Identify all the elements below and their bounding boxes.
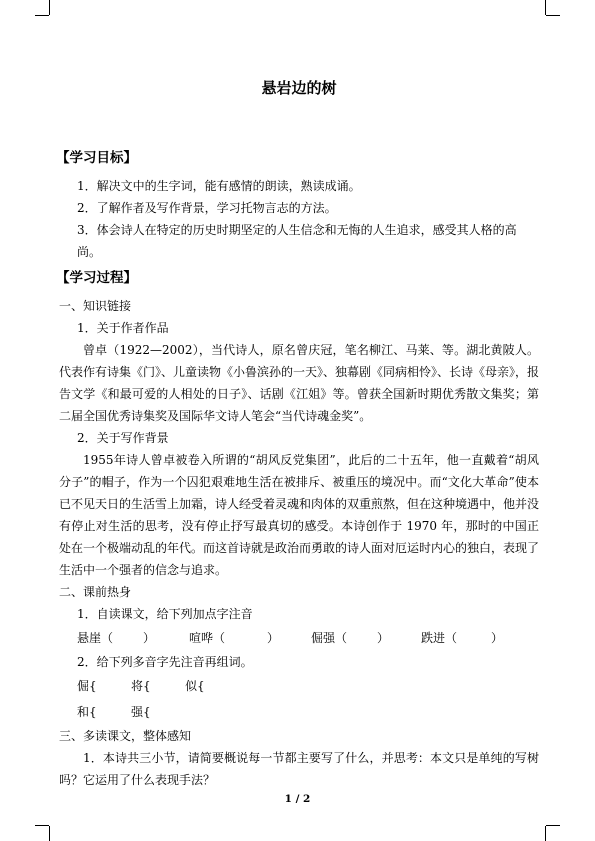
word-label: 悬崖（ bbox=[77, 631, 114, 645]
crop-mark-bottom-left-h bbox=[35, 825, 49, 826]
part1-sub2: 2．关于写作背景 bbox=[77, 431, 169, 445]
polyphone-item: 倔{ bbox=[77, 679, 97, 693]
crop-mark-top-right bbox=[545, 0, 546, 15]
word-label: 跌进（ bbox=[421, 631, 458, 645]
part3-question: 1．本诗共三小节，请简要概说每一节都主要写了什么，并思考：本文只是单纯的写树吗？它运用了什么表现手法？ bbox=[59, 751, 539, 787]
part2-sub1: 1．自读课文，给下列加点字注音 bbox=[77, 607, 253, 621]
polyphone-item: 似{ bbox=[185, 679, 205, 693]
polyphone-item: 强{ bbox=[131, 705, 151, 719]
polyphone-item: 将{ bbox=[131, 679, 151, 693]
word-close: ） bbox=[377, 631, 390, 645]
crop-mark-bottom-right-h bbox=[546, 825, 560, 826]
part2-heading: 二、课前热身 bbox=[59, 585, 132, 599]
word-label: 喧哗（ bbox=[189, 631, 226, 645]
word-close: ） bbox=[143, 631, 156, 645]
word-label: 倔强（ bbox=[311, 631, 348, 645]
goal-item: 1．解决文中的生字词，能有感情的朗读，熟读成诵。 bbox=[77, 179, 361, 193]
part1-sub1: 1．关于作者作品 bbox=[77, 321, 169, 335]
word-close: ） bbox=[491, 631, 504, 645]
background-paragraph: 1955年诗人曾卓被卷入所谓的“胡风反党集团”，此后的二十五年，他一直戴着“胡风分子”的帽子，作为一个囚犯艰难地生活在被排斥、被重压的境况中。而“文化大革命”使本已不见天日的生活雪上加霜，诗人经受着灵魂和肉体的双重煎熬，但在这种境遇中，他并没有停止对生活的思考，没有停止抒写最真切的感受。本诗创作于 1970 年，那时的中国正处在一个极端动乱的年代。而这首诗就是政治而勇敢的诗人面对厄运时内心的独白，表现了生活中一个强者的信念与追求。 bbox=[59, 453, 540, 577]
part2-sub2: 2．给下列多音字先注音再组词。 bbox=[77, 655, 253, 669]
word-close: ） bbox=[267, 631, 280, 645]
polyphone-item: 和{ bbox=[77, 705, 97, 719]
part1-heading: 一、知识链接 bbox=[59, 299, 132, 313]
polyphone-row bbox=[59, 673, 539, 699]
crop-mark-top-left bbox=[49, 0, 50, 15]
pinyin-row bbox=[59, 625, 539, 651]
document-page bbox=[56, 70, 540, 791]
page-number: 1 / 2 bbox=[284, 793, 311, 805]
crop-mark-top-left-h bbox=[35, 15, 49, 16]
author-paragraph: 曾卓（1922—2002），当代诗人，原名曾庆冠，笔名柳江、马莱、等。湖北黄陂人。代表作有诗集《门》、儿童读物《小鲁滨孙的一天》、独幕剧《同病相怜》、长诗《母亲》，报告文学《和最可爱的人相处的日子》、话剧《江姐》等。曾获全国新时期优秀散文集奖；第二届全国优秀诗集奖及国际华文诗人笔会“当代诗魂金奖”。 bbox=[59, 343, 540, 423]
crop-mark-bottom-right bbox=[545, 826, 546, 841]
page-title: 悬岩边的树 bbox=[261, 79, 337, 97]
polyphone-row bbox=[59, 699, 539, 725]
part3-heading: 三、多读课文，整体感知 bbox=[59, 729, 192, 743]
crop-mark-bottom-left bbox=[49, 826, 50, 841]
goals-heading: 【学习目标】 bbox=[56, 150, 137, 166]
goal-item: 2．了解作者及写作背景，学习托物言志的方法。 bbox=[77, 201, 337, 215]
crop-mark-top-right-h bbox=[546, 15, 560, 16]
process-heading: 【学习过程】 bbox=[56, 270, 137, 286]
goal-item: 3．体会诗人在特定的历史时期坚定的人生信念和无悔的人生追求，感受其人格的高尚。 bbox=[77, 223, 517, 259]
